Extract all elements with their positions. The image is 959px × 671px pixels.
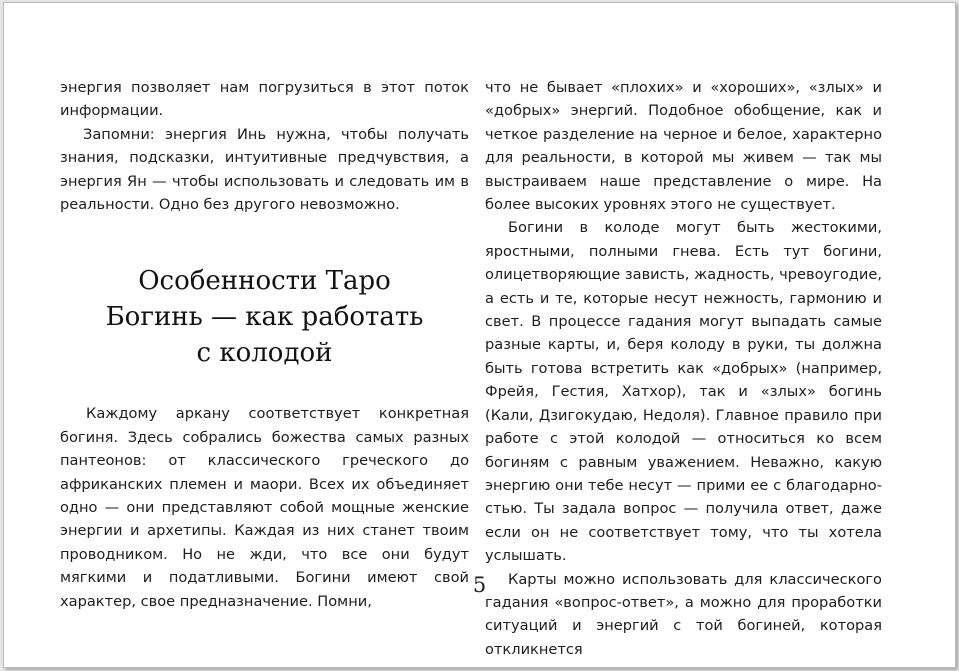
section-heading	[60, 263, 469, 371]
left-paragraph-3: Каждому аркану соответствует конкретная богиня. Здесь собрались божества самых разных пантеонов: от классического греческого до африканских племен и маори. Всех их объединяет одно — они представляют собой мощные женские энергии и архетипы. Каждая из них станет твоим проводником. Но не жди, что все они будут мягкими и податливыми. Богини имеют свой характер, свое предназначение. Помни,	[60, 405, 469, 610]
left-paragraph-1: энергия позволяет нам погрузиться в этот поток информации.	[60, 79, 469, 120]
page-number: 5	[472, 573, 487, 597]
book-page	[3, 2, 956, 668]
section-heading-line-3: с колодой	[196, 338, 333, 369]
left-paragraph-2: Запомни: энергия Инь нужна, чтобы получать знания, подсказки, интуитивные предчувствия, а энергия Ян — чтобы использовать и следовать им в реальности. Одно без другого невозможно.	[60, 125, 469, 214]
section-heading-line-1: Особенности Таро	[138, 266, 391, 297]
left-column	[60, 76, 469, 613]
right-paragraph-1: что не бывает «плохих» и «хороших», «злых» и «добрых» энергий. Подобное обобщение, как и четкое разделение на черное и белое, характерно для реальности, в которой мы живем — так мы выстраиваем наше представление о мире. На более высоких уровнях этого не существует.	[485, 79, 882, 214]
right-paragraph-3: Карты можно использовать для классического гадания «вопрос-ответ», а можно для проработки ситуаций и энергий с той богиней, которая откликнется	[485, 570, 882, 658]
right-paragraph-2: Богини в колоде могут быть жестокими, яростными, полными гнева. Есть тут богини, олицетворяющие зависть, жадность, чревоугодие, а есть и те, которые несут нежность, гармонию и свет. В процессе гадания могут выпадать самые разные карты, и, беря колоду в руки, ты должна быть готова встретить как «добрых» (например, Фрейя, Гестия, Хатхор), так и «злых» богинь (Кали, Дзигокудаю, Недоля). Главное правило при работе с этой колодой — относиться ко всем богиням с равным уважением. Неважно, какую энергию они тебе несут — прими ее с благодарностью. Ты задала вопрос — получила ответ, даже если он не соответствует тому, что ты хотела услышать.	[485, 219, 882, 565]
section-heading-line-2: Богинь — как работать	[105, 302, 424, 333]
